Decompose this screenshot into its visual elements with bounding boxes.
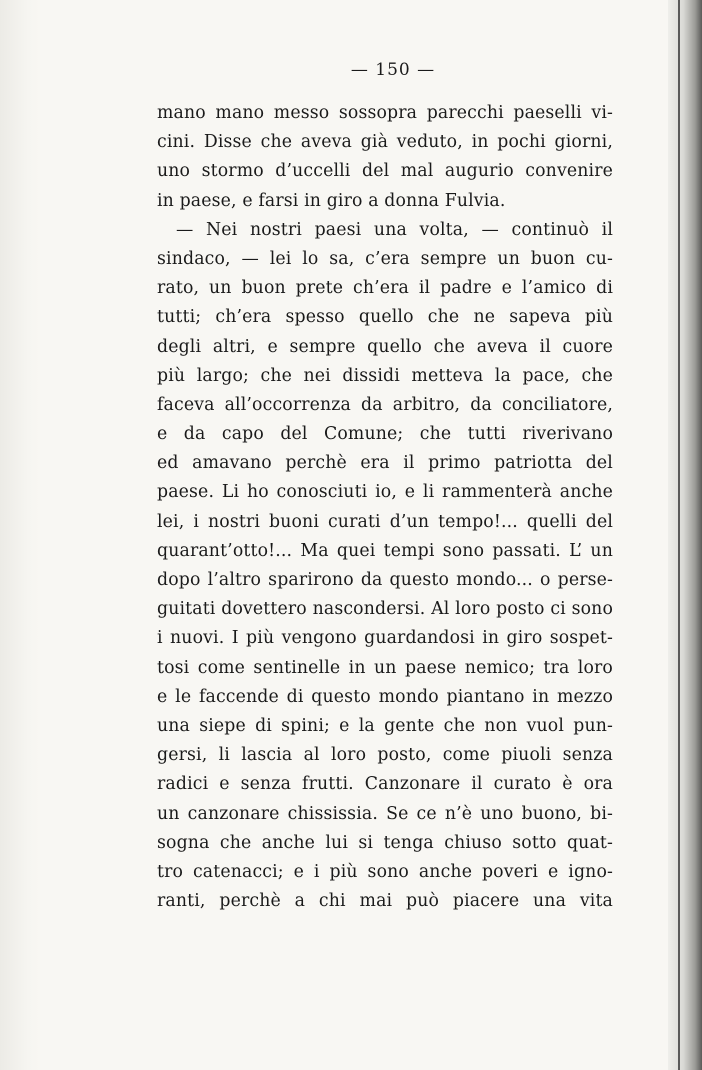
- page-edge-line: [678, 0, 680, 1070]
- text-line: sogna che anche lui si tenga chiuso sotto quat-: [157, 832, 613, 853]
- text-line: paese. Li ho conosciuti io, e li rammenterà anche: [157, 482, 613, 503]
- text-line: cini. Disse che aveva già veduto, in pochi giorni,: [157, 132, 613, 153]
- body-text: [157, 99, 613, 916]
- text-line: tosi come sentinelle in un paese nemico; tra loro: [157, 657, 613, 678]
- text-line: lei, i nostri buoni curati d’un tempo!... quelli del: [157, 511, 613, 532]
- text-line: i nuovi. I più vengono guardandosi in giro sospet-: [157, 628, 613, 649]
- text-line: e le faccende di questo mondo piantano in mezzo: [157, 686, 613, 707]
- text-line: faceva all’occorrenza da arbitro, da conciliatore,: [157, 394, 613, 415]
- text-line: rato, un buon prete ch’era il padre e l’amico di: [157, 278, 613, 299]
- page-number: — 150 —: [350, 60, 436, 80]
- text-line: e da capo del Comune; che tutti riverivano: [157, 424, 613, 445]
- text-line: — Nei nostri paesi una volta, — continuò il: [176, 219, 613, 240]
- page-left-margin-shading: [0, 0, 40, 1070]
- text-line: uno stormo d’uccelli del mal augurio convenire: [157, 161, 613, 182]
- text-line: dopo l’altro sparirono da questo mondo... o perse-: [157, 570, 613, 590]
- text-line: sindaco, — lei lo sa, c’era sempre un buon cu-: [157, 248, 613, 269]
- text-line: tro catenacci; e i più sono anche poveri e igno-: [157, 861, 613, 882]
- page-binding-edge: [668, 0, 702, 1070]
- text-line: una siepe di spini; e la gente che non vuol pun-: [157, 715, 613, 736]
- text-line: mano mano messo sossopra parecchi paeselli vi-: [157, 103, 613, 123]
- text-line: in paese, e farsi in giro a donna Fulvia.: [157, 190, 506, 211]
- text-line: radici e senza frutti. Canzonare il curato è ora: [157, 774, 613, 795]
- text-line: un canzonare chississia. Se ce n’è uno buono, bi-: [157, 803, 613, 824]
- text-line: ranti, perchè a chi mai può piacere una vita: [157, 891, 613, 912]
- text-line: degli altri, e sempre quello che aveva il cuore: [157, 336, 613, 357]
- text-line: ed amavano perchè era il primo patriotta del: [157, 453, 613, 474]
- text-line: quarant’otto!... Ma quei tempi sono passati. L’ un: [157, 540, 613, 561]
- text-line: gersi, li lascia al loro posto, come piuoli senza: [157, 745, 613, 766]
- text-line: guitati dovettero nascondersi. Al loro posto ci sono: [157, 599, 613, 620]
- text-line: tutti; ch’era spesso quello che ne sapeva più: [157, 307, 613, 328]
- text-line: più largo; che nei dissidi metteva la pace, che: [157, 365, 613, 386]
